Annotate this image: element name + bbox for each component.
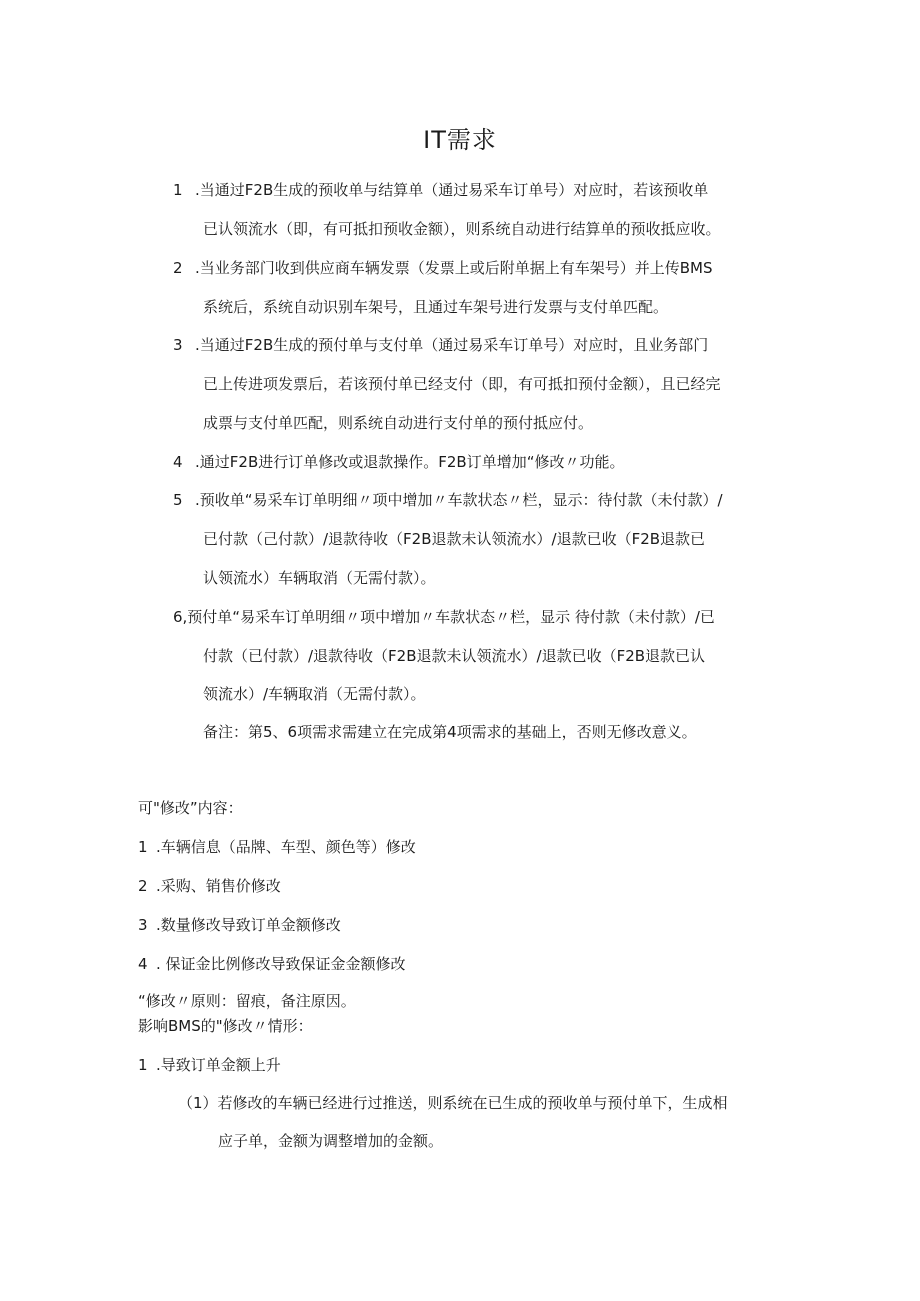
req-2-number: 2 [173, 259, 183, 277]
page-title: IT需求 [423, 126, 497, 154]
req-2-line-1 [173, 258, 713, 278]
modify-item-3-number: 3 [138, 916, 148, 934]
req-2-line-2: 系统后，系统自动识别车架号，且通过车架号进行发票与支付单匹配。 [203, 298, 669, 316]
req-6-line-1: 6,预付单“易采车订单明细〃项中增加〃车款状态〃栏，显示 待付款（未付款）/已 [173, 608, 715, 626]
modify-item-3 [138, 915, 341, 935]
modify-item-1-number: 1 [138, 838, 148, 856]
sub-item-1-line-1 [178, 1093, 728, 1113]
req-3-line-3: 成票与支付单匹配，则系统自动进行支付单的预付抵应付。 [203, 414, 594, 432]
req-2-text-1: .当业务部门收到供应商车辆发票（发票上或后附单据上有车架号）并上传BMS [195, 259, 713, 277]
req-1-number: 1 [173, 181, 183, 199]
sub-item-1-label: （1） [178, 1094, 218, 1112]
req-1-text-1: .当通过F2B生成的预收单与结算单（通过易采车订单号）对应时，若该预收单 [195, 181, 709, 199]
req-1-line-2: 已认领流水（即，有可抵扣预收金额），则系统自动进行结算单的预收抵应收。 [203, 220, 721, 238]
modify-heading: 可"修改”内容： [138, 799, 243, 817]
req-5-line-1 [173, 490, 723, 510]
req-3-number: 3 [173, 336, 183, 354]
modify-item-1-text: .车辆信息（品牌、车型、颜色等）修改 [156, 838, 416, 856]
req-4-text-1: .通过F2B进行订单修改或退款操作。F2B订单增加“修改〃功能。 [195, 453, 625, 471]
req-4-line-1 [173, 452, 624, 472]
req-5-text-1: .预收单“易采车订单明细〃项中增加〃车款状态〃栏，显示：待付款（未付款）/ [195, 491, 723, 509]
modify-item-4-number: 4 [138, 955, 148, 973]
modify-item-1 [138, 837, 416, 857]
req-3-line-1 [173, 335, 708, 355]
sub-item-1-text-1: 若修改的车辆已经进行过推送，则系统在已生成的预收单与预付单下，生成相 [217, 1094, 728, 1112]
modify-item-4 [138, 954, 406, 974]
req-1-line-1 [173, 180, 708, 200]
modify-item-3-text: .数量修改导致订单金额修改 [156, 916, 341, 934]
impact-item-1-number: 1 [138, 1056, 148, 1074]
req-4-number: 4 [173, 453, 183, 471]
req-5-line-3: 认领流水）车辆取消（无需付款）。 [203, 569, 436, 587]
req-6-line-2: 付款（已付款）/退款待收（F2B退款未认领流水）/退款已收（F2B退款已认 [203, 647, 706, 665]
modify-item-4-text: . 保证金比例修改导致保证金金额修改 [156, 955, 406, 973]
note-text: 备注：第5、6项需求需建立在完成第4项需求的基础上，否则无修改意义。 [203, 723, 697, 741]
modify-item-2-number: 2 [138, 877, 148, 895]
impact-item-1-text: .导致订单金额上升 [156, 1056, 281, 1074]
modify-principle: “修改〃原则：留痕，备注原因。 [138, 992, 356, 1010]
req-6-line-3: 领流水）/车辆取消（无需付款）。 [203, 685, 426, 703]
req-3-line-2: 已上传进项发票后，若该预付单已经支付（即，有可抵扣预付金额），且已经完 [203, 375, 721, 393]
modify-item-2 [138, 876, 281, 896]
req-5-line-2: 已付款（己付款）/退款待收（F2B退款未认领流水）/退款已收（F2B退款已 [203, 530, 706, 548]
req-5-number: 5 [173, 491, 183, 509]
modify-item-2-text: .采购、销售价修改 [156, 877, 281, 895]
req-3-text-1: .当通过F2B生成的预付单与支付单（通过易采车订单号）对应时，且业务部门 [195, 336, 709, 354]
impact-heading: 影响BMS的"修改〃情形： [138, 1017, 313, 1035]
sub-item-1-line-2: 应子单，金额为调整增加的金额。 [218, 1132, 444, 1150]
impact-item-1 [138, 1055, 281, 1075]
